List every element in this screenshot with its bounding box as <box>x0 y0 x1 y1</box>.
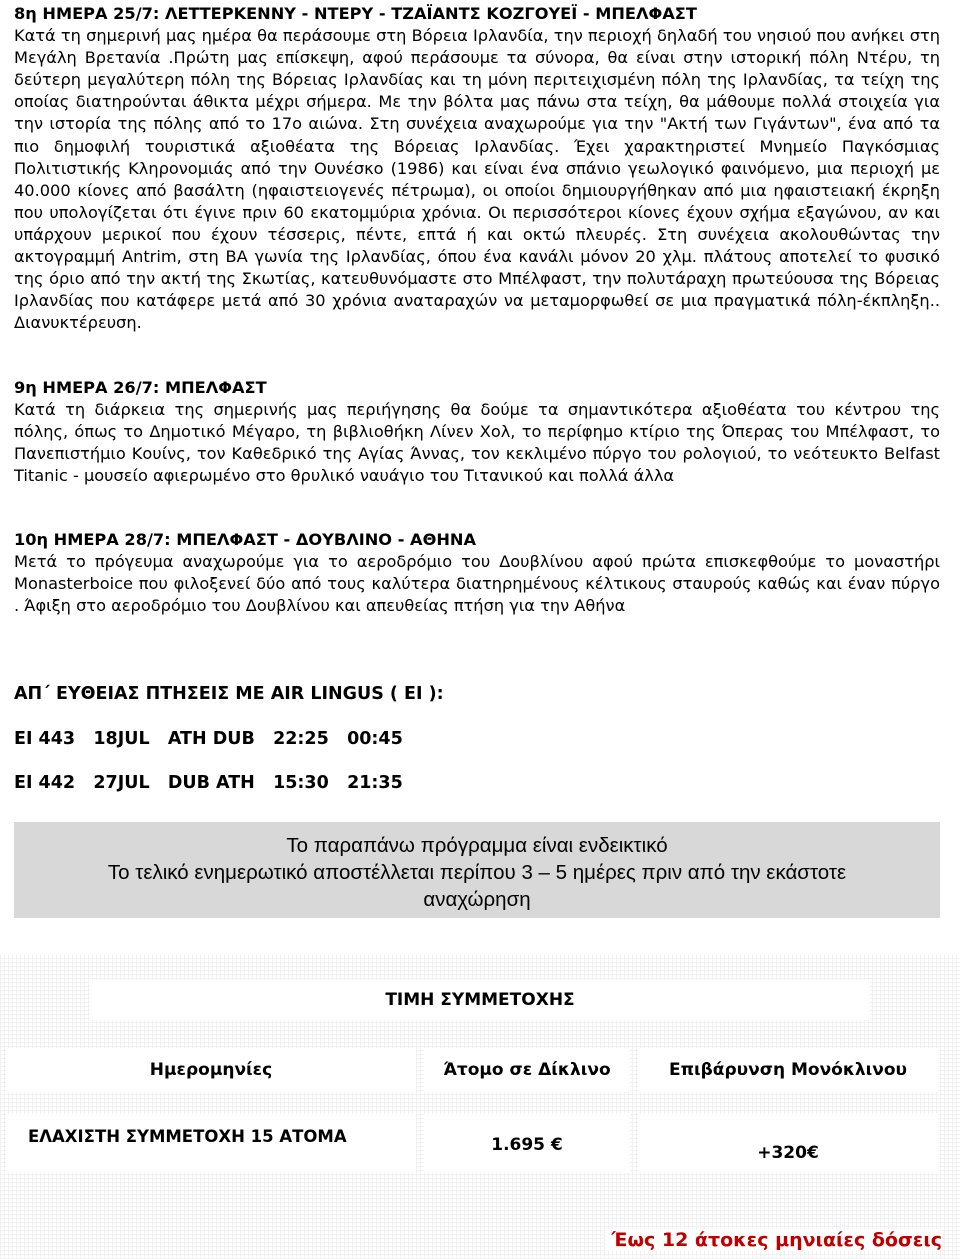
day-9-description: Κατά τη διάρκεια της σημερινής μας περιήγησης θα δούμε τα σημαντικότερα αξιοθέατα του κέντρου της πόλης, όπως το Δημοτικό Μέγαρο, τη βιβλιοθήκη Λίνεν Χολ, το περίφημο κτίριο της Όπερας του Μπέλφαστ, το Πανεπιστήμιο Κουίνς, τον Καθεδρικό της Αγίας Άννας, τον κεκλιμένο πύργο του ρολογιού, το νεότευκτο Belfast Titanic - μουσείο αφιερωμένο στο θρυλικό ναυάγιο του Τιτανικού και πολλά άλλα <box>14 400 940 486</box>
price-single-supplement: +320€ <box>638 1113 938 1173</box>
installments-note: Έως 12 άτοκες μηνιαίες δόσεις <box>605 1229 942 1251</box>
flights-heading: ΑΠ΄ ΕΥΘΕΙΑΣ ΠΤΗΣΕΙΣ ΜΕ AIR LINGUS ( EI ): <box>14 684 444 704</box>
notice-line-3: αναχώρηση <box>423 888 531 911</box>
column-header-single-supplement: Επιβάρυνση Μονόκλινου <box>638 1048 938 1092</box>
day-8-title: 8η ΗΜΕΡΑ 25/7: ΛΕΤΤΕΡΚΕΝΝΥ - ΝΤΕΡΥ - ΤΖΑΪΑΝΤΣ ΚΟΖΓΟΥΕΪ - ΜΠΕΛΦΑΣΤ <box>14 4 697 23</box>
day-10-description: Μετά το πρόγευμα αναχωρούμε για το αεροδρόμιο του Δουβλίνου αφού πρώτα επισκεφθούμε το μοναστήρι Monasterboice που φιλοξενεί δύο από τους καλύτερα διατηρημένους κέλτικους σταυρούς καθώς και έναν πύργο . Άφιξη στο αεροδρόμιο του Δουβλίνου και απευθείας πτήση για την Αθήνα <box>14 552 940 616</box>
flight-row-outbound: EI 443 18JUL ATH DUB 22:25 00:45 <box>14 729 403 749</box>
notice-line-2: Το τελικό ενημερωτικό αποστέλλεται περίπου 3 – 5 ημέρες πριν από την εκάστοτε <box>107 861 847 884</box>
column-header-dates: Ημερομηνίες <box>6 1048 416 1092</box>
price-double-room: 1.695 € <box>424 1113 630 1173</box>
day-9-title: 9η ΗΜΕΡΑ 26/7: ΜΠΕΛΦΑΣΤ <box>14 378 267 397</box>
column-header-double-room: Άτομο σε Δίκλινο <box>424 1048 630 1092</box>
day-10-section <box>14 529 940 617</box>
day-8-section <box>14 3 940 334</box>
indicative-program-notice <box>14 822 940 918</box>
day-9-section <box>14 377 940 487</box>
day-10-title: 10η ΗΜΕΡΑ 28/7: ΜΠΕΛΦΑΣΤ - ΔΟΥΒΛΙΝΟ - ΑΘΗΝΑ <box>14 530 476 549</box>
price-table-title: ΤΙΜΗ ΣΥΜΜΕΤΟΧΗΣ <box>90 980 870 1020</box>
flight-row-return: EI 442 27JUL DUB ATH 15:30 21:35 <box>14 773 403 793</box>
row-minimum-participation: ΕΛΑΧΙΣΤΗ ΣΥΜΜΕΤΟΧΗ 15 ΑΤΟΜΑ <box>6 1113 416 1173</box>
price-table <box>0 955 960 1259</box>
notice-line-1: Το παραπάνω πρόγραμμα είναι ενδεικτικό <box>286 834 668 857</box>
day-8-description: Κατά τη σημερινή μας ημέρα θα περάσουμε στη Βόρεια Ιρλανδία, την περιοχή δηλαδή του νησιού που ανήκει στη Μεγάλη Βρετανία .Πρώτη μας επίσκεψη, αφού περάσουμε τα σύνορα, θα είναι στην ιστορική πόλη Ντέρυ, τη δεύτερη μεγαλύτερη πόλη της Βόρειας Ιρλανδίας και τη μόνη περιτειχισμένη πόλη της Ιρλανδίας, τα τείχη της οποίας διατηρούνται άθικτα μέχρι σήμερα. Με την βόλτα μας πάνω στα τείχη, θα μάθουμε πολλά στοιχεία για την ιστορία της πόλης από το 17ο αιώνα. Στη συνέχεια αναχωρούμε για την "Ακτή των Γιγάντων", ένα από τα πιο δημοφιλή τουριστικά αξιοθέατα της Βόρειας Ιρλανδίας. Έχει χαρακτηριστεί Μνημείο Παγκόσμιας Πολιτιστικής Κληρονομιάς από την Ουνέσκο (1986) και είναι ένα σπάνιο γεωλογικό φαινόμενο, μια περιοχή με 40.000 κίονες από βασάλτη (ηφαιστειογενές πέτρωμα), οι οποίοι δημιουργήθηκαν από μια ηφαιστειακή έκρηξη που υπολογίζεται ότι έγινε πριν 60 εκατομμύρια χρόνια. Οι περισσότεροι κίονες έχουν σχήμα εξαγώνου, αν και υπάρχουν μερικοί που έχουν τέσσερις, πέντε, επτά ή και οκτώ πλευρές. Στη συνέχεια ακολουθώντας την ακτογραμμή Antrim, στη ΒΑ γωνία της Ιρλανδίας, όπου ένα κανάλι μόνον 20 χλμ. πλάτους αποτελεί το φυσικό της όριο από την ακτή της Σκωτίας, κατευθυνόμαστε στο Μπέλφαστ, την πολυτάραχη πρωτεύουσα της Βόρειας Ιρλανδίας που κατάφερε μετά από 30 χρόνια αναταραχών να μεταμορφωθεί σε μια πραγματικά πόλη-έκπληξη.. Διανυκτέρευση. <box>14 26 940 333</box>
